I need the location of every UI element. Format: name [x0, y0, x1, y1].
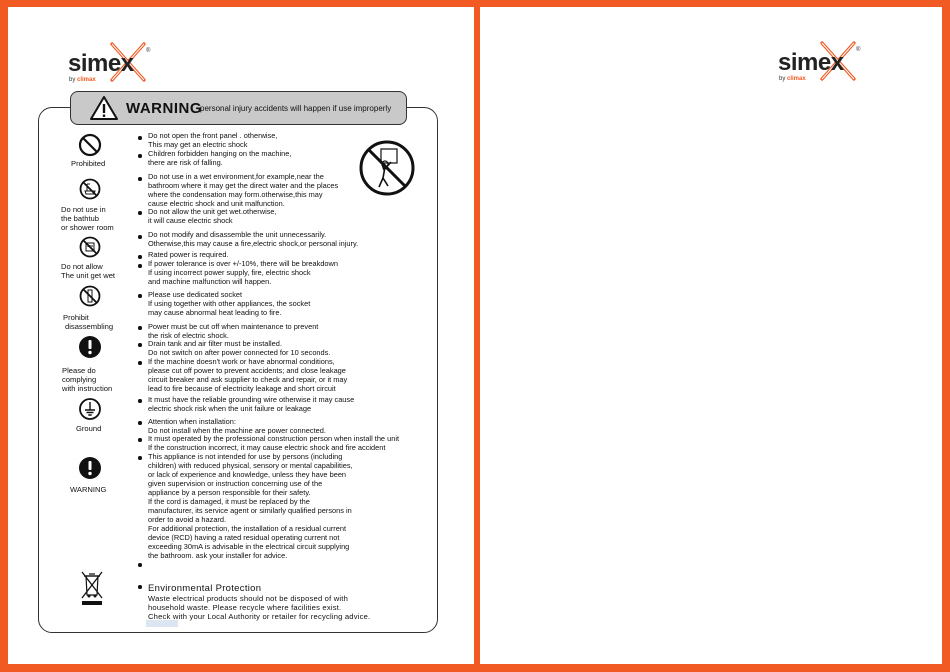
instruction-line: Please use dedicated socket: [148, 290, 243, 299]
right-page: [480, 7, 942, 664]
prohibited-label: Prohibited: [71, 159, 106, 168]
logo-byline: by climax: [69, 77, 96, 83]
banner-subtitle: personal injury accidents will happen if use improperly: [200, 104, 392, 113]
weee-bin-icon: [79, 570, 105, 606]
instruction-line: given supervision or instruction concerning use of the: [148, 479, 323, 488]
bullet: [138, 294, 142, 298]
bullet: [138, 438, 142, 442]
banner-title: WARNING: [126, 100, 202, 117]
bullet: [138, 326, 142, 330]
no-disassemble-icon: [79, 285, 101, 307]
instruction-line: or lack of experience and knowledge, unless they have been: [148, 470, 347, 479]
instruction-line: If the cord is damaged, it must be replaced by the: [148, 497, 310, 506]
instruction-line: If the machine doesn't work or have abnormal conditions,: [148, 357, 335, 366]
instruction-line: Do not open the front panel . otherwise,: [148, 131, 278, 140]
instruction-line: If power tolerance is over +/-10%, there will be breakdown: [148, 259, 338, 268]
no-bathtub-icon: [79, 178, 101, 200]
bullet: [138, 177, 142, 181]
environment-title: Environmental Protection: [148, 583, 262, 594]
instruction-line: exceeding 30mA is advisable in the electrical circuit supplying: [148, 542, 350, 551]
instruction-line: If using together with other appliances, the socket: [148, 299, 311, 308]
instruction-line: cause electric shock and unit malfunction.: [148, 199, 285, 208]
bullet: [138, 399, 142, 403]
disassemble-label: Prohibit disassembling: [63, 313, 114, 331]
instruction-line: Do not switch on after power connected for 10 seconds.: [148, 348, 331, 357]
instruction-label: Please do complying with instruction: [62, 366, 113, 393]
instruction-line: the bathroom. ask your installer for advice.: [148, 551, 288, 560]
instruction-line: This may get an electric shock: [148, 140, 248, 149]
bullet: [138, 211, 142, 215]
logo-registered: ®: [856, 47, 861, 53]
instruction-line: It must operated by the professional construction person when install the unit: [148, 434, 400, 443]
simex-logo: [68, 42, 158, 92]
instruction-line: Do not allow the unit get wet.otherwise,: [148, 207, 277, 216]
logo-wordmark: simex: [778, 49, 844, 76]
ground-label: Ground: [76, 424, 102, 433]
warning-icon: [78, 456, 102, 480]
instruction-line: Do not use in a wet environment,for example,near the: [148, 172, 324, 181]
instruction-icon: [78, 335, 102, 359]
instruction-line: device (RCD) having a rated residual operating current not: [148, 533, 340, 542]
instruction-line: and machine malfunction will happen.: [148, 277, 272, 286]
instruction-line: appliance by a person responsible for their safety.: [148, 488, 311, 497]
simex-logo-right: [778, 41, 868, 91]
logo-registered: ®: [146, 48, 151, 54]
bullet: [138, 255, 142, 259]
instruction-line: lead to fire because of electricity leakage and short circuit: [148, 384, 336, 393]
instruction-line: For additional protection, the installation of a residual current: [148, 524, 347, 533]
ground-icon: [78, 397, 102, 421]
bullet: [138, 235, 142, 239]
environment-line: Waste electrical products should not be disposed of with: [148, 594, 349, 603]
instruction-line: Do not modify and disassemble the unit unnecessarily.: [148, 230, 327, 239]
no-wet-icon: [79, 236, 101, 258]
bullet: [138, 563, 142, 567]
warning-label: WARNING: [70, 485, 107, 494]
bullet: [138, 421, 142, 425]
instruction-line: please cut off power to prevent accidents; and close leakage: [148, 366, 346, 375]
environment-line: Check with your Local Authority or retailer for recycling advice.: [148, 612, 371, 621]
instruction-line: Rated power is required.: [148, 250, 229, 259]
instruction-line: children) with reduced physical, sensory or mental capabilities,: [148, 461, 353, 470]
instruction-line: bathroom where it may get the direct water and the places: [148, 181, 339, 190]
bathtub-label: Do not use in the bathtub or shower room: [61, 205, 114, 232]
instruction-line: Attention when installation:: [148, 417, 236, 426]
highlight-marker: [146, 620, 178, 627]
bullet: [138, 456, 142, 460]
logo-wordmark: simex: [68, 50, 134, 77]
instruction-line: it will cause electric shock: [148, 216, 233, 225]
instruction-line: electric shock risk when the unit failure or leakage: [148, 404, 312, 413]
instruction-line: order to avoid a hazard.: [148, 515, 227, 524]
instruction-line: This appliance is not intended for use by persons (including: [148, 452, 343, 461]
no-hanging-child-icon: [359, 140, 415, 196]
instruction-line: manufacturer, its service agent or similarly qualified persons in: [148, 506, 352, 515]
bullet: [138, 343, 142, 347]
instruction-line: circuit breaker and ask supplier to check and repair, or it may: [148, 375, 348, 384]
instruction-line: Do not install when the machine are power connected.: [148, 426, 326, 435]
environment-line: household waste. Please recycle where facilities exist.: [148, 603, 342, 612]
bullet: [138, 136, 142, 140]
warning-banner: [70, 91, 407, 125]
warning-triangle-icon: [89, 95, 119, 121]
instruction-line: Power must be cut off when maintenance to prevent: [148, 322, 319, 331]
bullet: [138, 264, 142, 268]
instruction-line: If the construction incorrect, it may cause electric shock and fire accident: [148, 443, 386, 452]
instruction-line: Children forbidden hanging on the machine,: [148, 149, 292, 158]
instruction-line: where the condensation may form.otherwise,this may: [148, 190, 323, 199]
prohibited-icon: [78, 133, 102, 157]
bullet: [138, 361, 142, 365]
logo-byline: by climax: [779, 76, 806, 82]
instruction-line: If using incorrect power supply, fire, electric shock: [148, 268, 311, 277]
instruction-line: may cause abnormal heat leading to fire.: [148, 308, 282, 317]
instruction-line: Otherwise,this may cause a fire,electric shock,or personal injury.: [148, 239, 359, 248]
instruction-line: It must have the reliable grounding wire otherwise it may cause: [148, 395, 355, 404]
instruction-line: there are risk of falling.: [148, 158, 223, 167]
bullet: [138, 154, 142, 158]
bullet: [138, 585, 142, 589]
instruction-line: the risk of electric shock.: [148, 331, 229, 340]
instruction-line: Drain tank and air filter must be installed.: [148, 339, 282, 348]
wet-label: Do not allow The unit get wet: [61, 262, 116, 280]
